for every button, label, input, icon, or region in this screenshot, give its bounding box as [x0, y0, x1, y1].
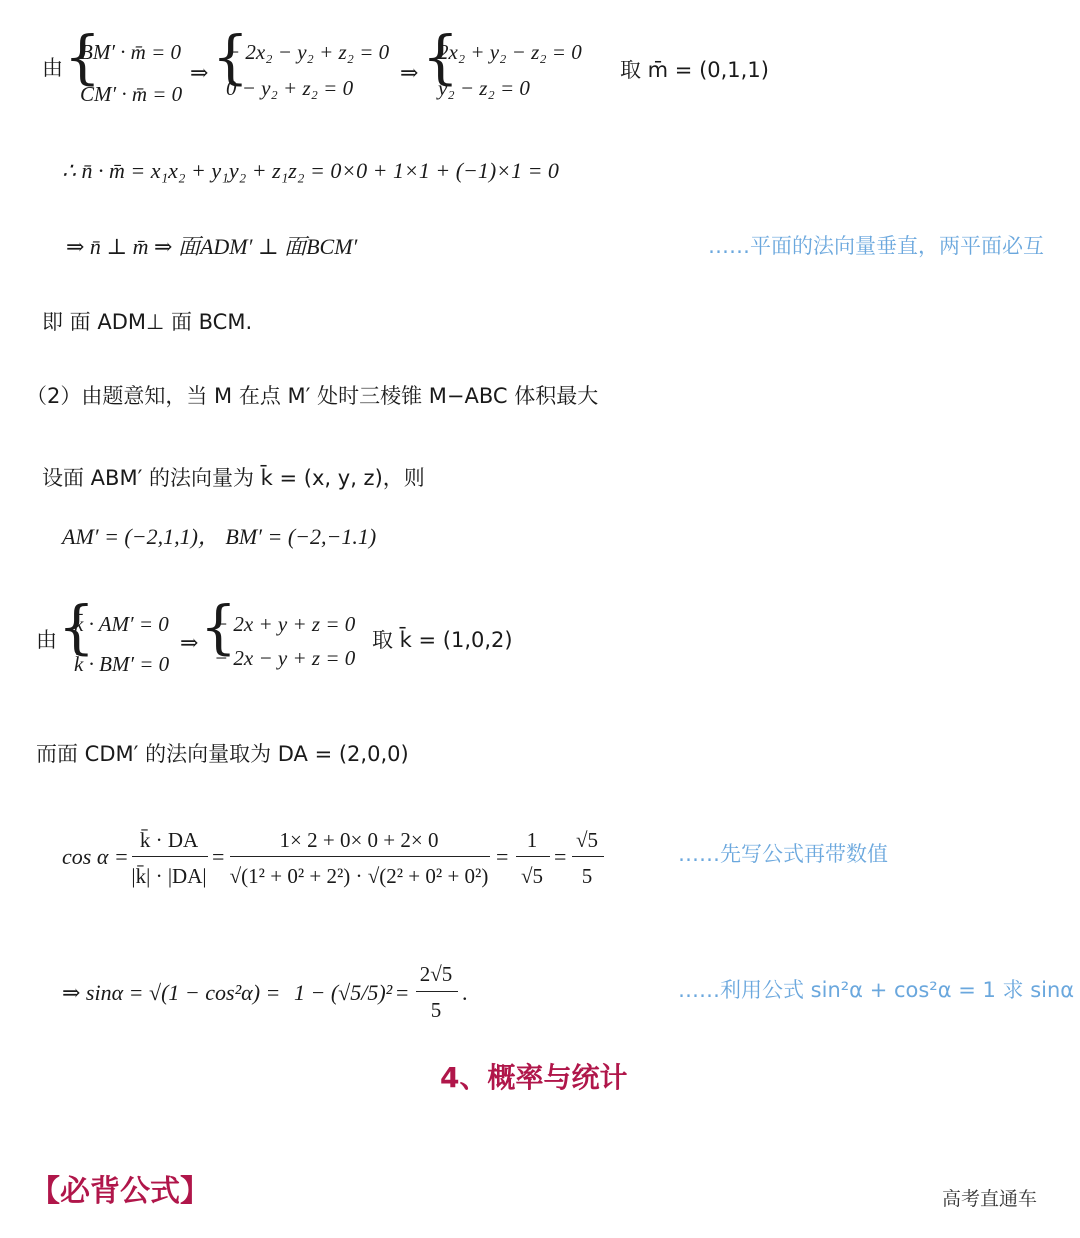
- section-title: 4、概率与统计: [440, 1061, 628, 1094]
- sys1-eq1: BM′ · m̄ = 0: [80, 40, 182, 64]
- sys1-eq4: 0 − y₂ + z₂ = 0: [226, 76, 354, 100]
- cos-frac3-bar: [516, 856, 550, 857]
- take-m: 取 m̄ = (0,1,1): [620, 58, 769, 82]
- eq-4: =: [396, 980, 409, 1005]
- eq-1: =: [212, 844, 225, 869]
- sin-frac-num: 2√5: [419, 962, 453, 986]
- part2-line: （2）由题意知，当 M 在点 M′ 处时三棱锥 M−ABC 体积最大: [26, 384, 599, 408]
- sin-lhs: ⇒ sinα = √(1 − cos²α) =: [62, 980, 281, 1005]
- eq-2: =: [496, 844, 509, 869]
- sin-period: .: [462, 980, 468, 1005]
- brace-3: {: [422, 23, 459, 91]
- sys1-eq2: CM′ · m̄ = 0: [80, 82, 183, 106]
- brace-5: {: [200, 593, 237, 661]
- sys1-eq5: 2x₂ + y₂ − z₂ = 0: [438, 40, 582, 64]
- conclusion-line: 即 面 ADM⊥ 面 BCM.: [42, 310, 253, 334]
- cos-frac3-num: 1: [526, 828, 538, 852]
- you-label-1: 由: [42, 56, 63, 80]
- cos-frac1-num: k̄ · DA: [139, 828, 199, 852]
- cos-frac4-num: √5: [575, 828, 599, 852]
- cos-frac1-bar: [132, 856, 208, 857]
- perp-line: ⇒ n̄ ⊥ m̄ ⇒ 面ADM′ ⊥ 面BCM′: [66, 234, 358, 259]
- sys1-eq6: y₂ − z₂ = 0: [438, 76, 530, 100]
- cos-lhs: cos α =: [62, 844, 129, 869]
- note-perpendicular: ……平面的法向量垂直，两平面必互: [708, 234, 1044, 258]
- implies-2: ⇒: [400, 60, 419, 85]
- cos-frac4-den: 5: [581, 864, 593, 888]
- note-formula: ……先写公式再带数值: [678, 842, 888, 866]
- cos-frac4-bar: [572, 856, 604, 857]
- vectors-line: AM′ = (−2,1,1)， BM′ = (−2,−1.1): [62, 524, 377, 549]
- cdm-line: 而面 CDM′ 的法向量取为 DA = (2,0,0): [36, 742, 409, 766]
- take-k: 取 k̄ = (1,0,2): [372, 628, 513, 652]
- brace-1: {: [64, 23, 101, 91]
- sin-inner: 1 − (√5/5)²: [294, 980, 393, 1005]
- cos-frac2-num: 1× 2 + 0× 0 + 2× 0: [279, 828, 439, 852]
- cos-frac1-den: |k̄| · |DA|: [131, 864, 207, 888]
- sys1-eq3: − 2x₂ − y₂ + z₂ = 0: [226, 40, 390, 64]
- normal-k-line: 设面 ABM′ 的法向量为 k̄ = (x, y, z)，则: [42, 466, 425, 490]
- dot-product-line: ∴ n̄ · m̄ = x₁x₂ + y₁y₂ + z₁z₂ = 0×0 + 1×1 + (−1)×1 = 0: [62, 158, 559, 183]
- you-label-2: 由: [36, 628, 57, 652]
- cos-frac2-den: √(1² + 0² + 2²) · √(2² + 0² + 0²): [229, 864, 489, 888]
- implies-1: ⇒: [190, 60, 209, 85]
- sys2-eq1: k̄ · AM′ = 0: [74, 612, 169, 636]
- sys2-eq3: − 2x + y + z = 0: [214, 612, 356, 636]
- cos-frac2-bar: [230, 856, 490, 857]
- sin-frac-bar: [416, 991, 458, 992]
- sin-frac-den: 5: [430, 998, 442, 1022]
- brace-4: {: [58, 593, 95, 661]
- brace-2: {: [212, 23, 249, 91]
- implies-3: ⇒: [180, 630, 199, 655]
- watermark: 高考直通车: [942, 1188, 1038, 1210]
- eq-3: =: [554, 844, 567, 869]
- sys2-eq2: k̄ · BM′ = 0: [74, 652, 170, 676]
- cos-frac3-den: √5: [520, 864, 544, 888]
- subsection-title: 【必背公式】: [30, 1174, 210, 1209]
- sys2-eq4: − 2x − y + z = 0: [214, 646, 356, 670]
- note-identity: ……利用公式 sin²α + cos²α = 1 求 sinα: [678, 978, 1075, 1002]
